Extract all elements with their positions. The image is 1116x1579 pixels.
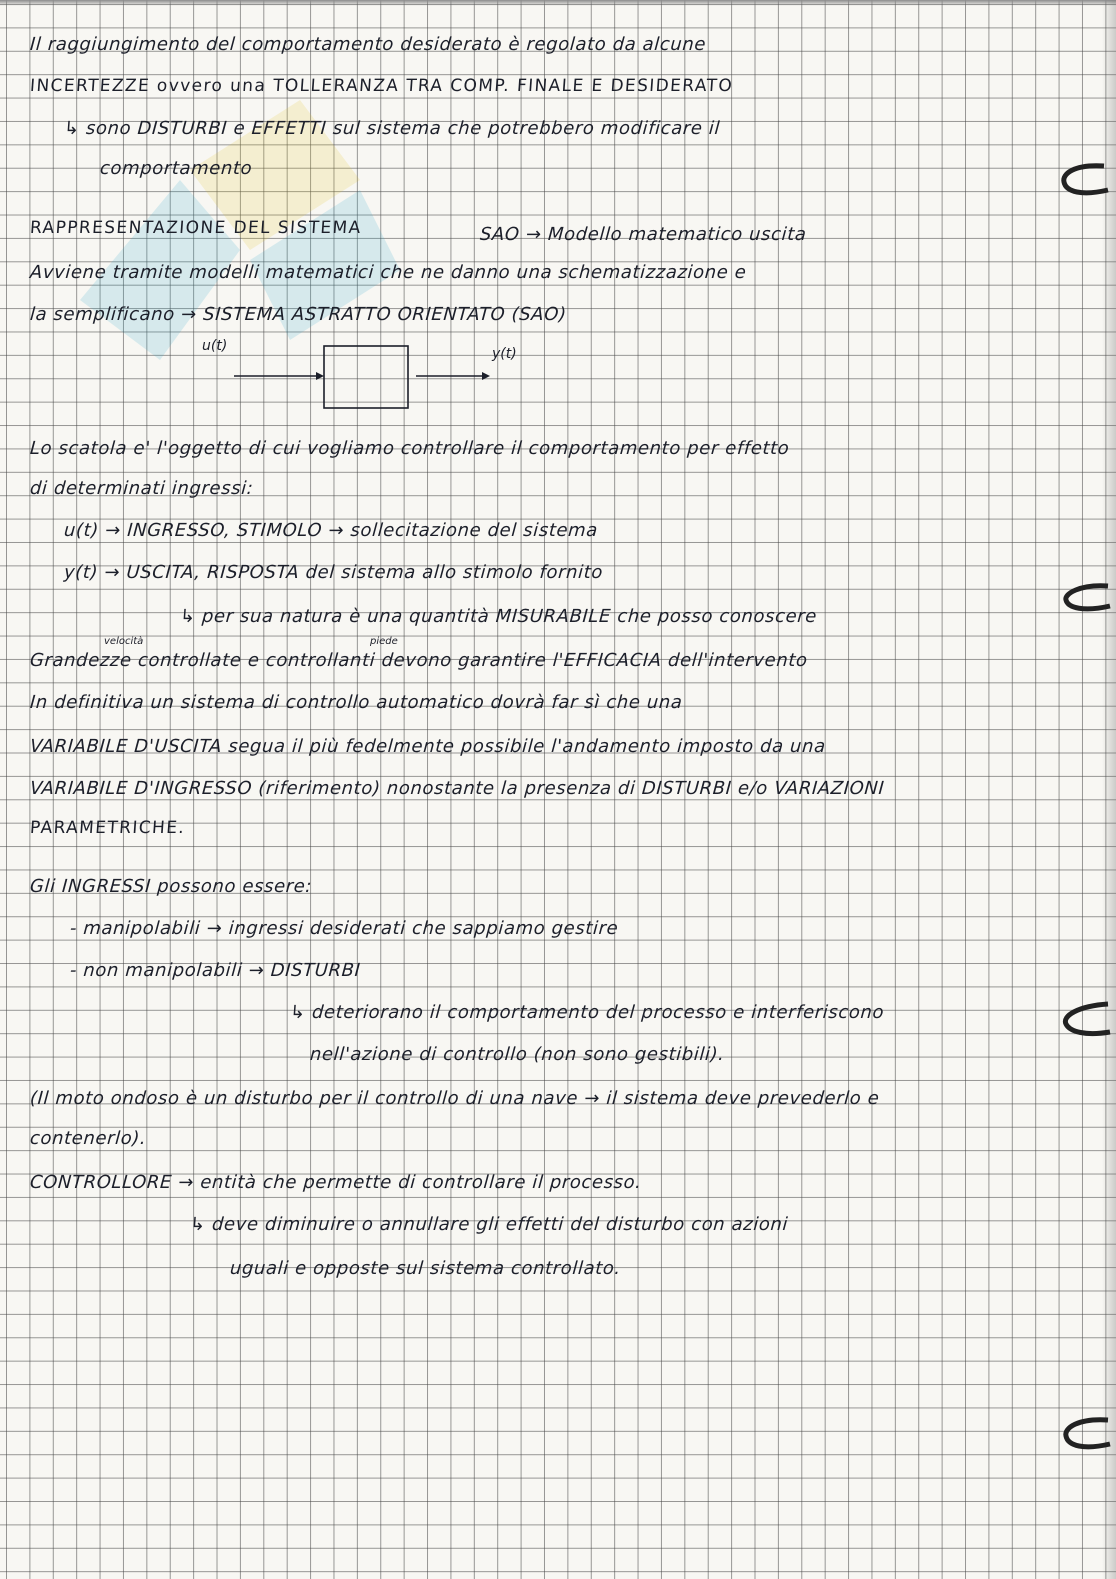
note-line: - non manipolabili → DISTURBI bbox=[69, 960, 362, 981]
note-line: ↳ deve diminuire o annullare gli effetti del disturbo con azioni bbox=[189, 1214, 789, 1235]
diagram-input-label: u(t) bbox=[202, 338, 228, 354]
note-line: INCERTEZZE ovvero una TOLLERANZA TRA COMP. FINALE E DESIDERATO bbox=[29, 76, 734, 96]
note-line: RAPPRESENTAZIONE DEL SISTEMA bbox=[29, 218, 363, 238]
input-arrowhead bbox=[316, 372, 324, 380]
note-line: la semplificano → SISTEMA ASTRATTO ORIENTATO (SAO) bbox=[29, 304, 568, 325]
note-line: comportamento bbox=[99, 158, 253, 179]
note-line: Avviene tramite modelli matematici che ne danno una schematizzazione e bbox=[29, 262, 748, 283]
note-line: ↳ sono DISTURBI e EFFETTI sul sistema che potrebbero modificare il bbox=[63, 118, 721, 139]
output-arrowhead bbox=[482, 372, 490, 380]
note-line: SAO → Modello matematico uscita bbox=[479, 224, 808, 245]
note-line: VARIABILE D'USCITA segua il più fedelmente possibile l'andamento imposto da una bbox=[29, 736, 827, 757]
note-line: In definitiva un sistema di controllo automatico dovrà far sì che una bbox=[29, 692, 684, 713]
note-line: Gli INGRESSI possono essere: bbox=[29, 876, 313, 897]
binder-ring-1 bbox=[1054, 160, 1112, 200]
system-box bbox=[324, 346, 408, 408]
binder-ring-2 bbox=[1054, 578, 1112, 618]
note-line: nell'azione di controllo (non sono gestibili). bbox=[309, 1044, 726, 1065]
diagram-shapes bbox=[200, 338, 560, 418]
note-line: u(t) → INGRESSO, STIMOLO → sollecitazione del sistema bbox=[63, 520, 599, 541]
binder-ring-4 bbox=[1054, 1414, 1112, 1454]
note-line: - manipolabili → ingressi desiderati che sappiamo gestire bbox=[69, 918, 619, 939]
note-line: Il raggiungimento del comportamento desiderato è regolato da alcune bbox=[29, 34, 707, 55]
note-line: y(t) → USCITA, RISPOSTA del sistema allo stimolo fornito bbox=[63, 562, 604, 583]
note-line: uguali e opposte sul sistema controllato. bbox=[229, 1258, 622, 1279]
note-line: VARIABILE D'INGRESSO (riferimento) nonostante la presenza di DISTURBI e/o VARIAZIONI bbox=[29, 778, 886, 799]
note-line: contenerlo). bbox=[29, 1128, 148, 1149]
note-line: (Il moto ondoso è un disturbo per il controllo di una nave → il sistema deve prevederlo e bbox=[29, 1088, 881, 1109]
note-line: di determinati ingressi: bbox=[29, 478, 255, 499]
superscript-annotation: velocità bbox=[104, 636, 144, 647]
page-right-shadow bbox=[1102, 0, 1116, 1579]
note-line: PARAMETRICHE. bbox=[29, 818, 186, 838]
superscript-annotation: piede bbox=[370, 636, 398, 647]
page-top-edge bbox=[0, 0, 1116, 6]
block-diagram bbox=[200, 338, 560, 418]
note-line: ↳ per sua natura è una quantità MISURABILE che posso conoscere bbox=[179, 606, 818, 627]
diagram-output-label: y(t) bbox=[492, 346, 517, 362]
note-line: CONTROLLORE → entità che permette di controllare il processo. bbox=[29, 1172, 643, 1193]
note-line: Lo scatola e' l'oggetto di cui vogliamo controllare il comportamento per effetto bbox=[29, 438, 791, 459]
binder-ring-3 bbox=[1054, 1000, 1112, 1040]
note-line: Grandezze controllate e controllanti devono garantire l'EFFICACIA dell'intervento bbox=[29, 650, 809, 671]
note-line: ↳ deteriorano il comportamento del processo e interferiscono bbox=[289, 1002, 885, 1023]
